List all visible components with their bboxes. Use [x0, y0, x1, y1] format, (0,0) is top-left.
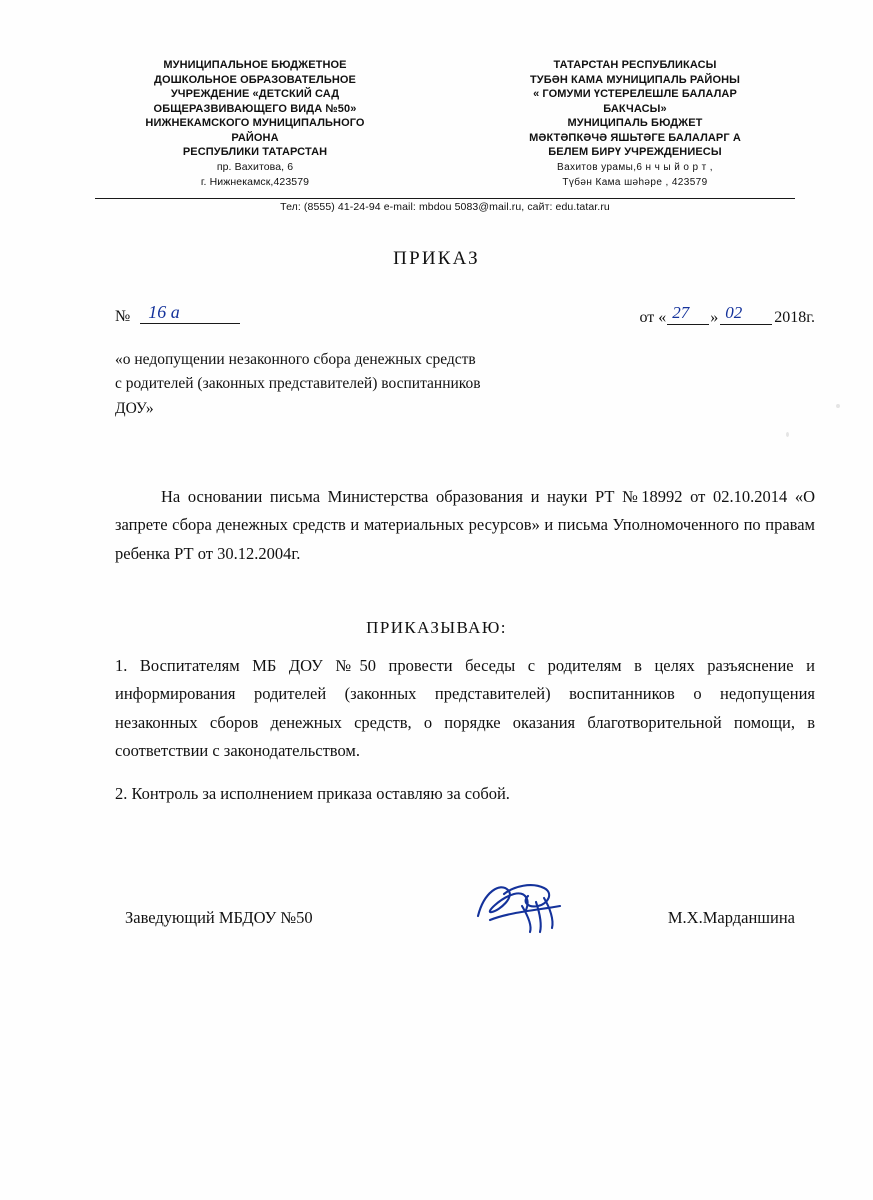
letterhead-tatar-line: МӘКТӘПКӘЧӘ ЯШЬТӘГЕ БАЛАЛАРГ А: [529, 131, 741, 144]
subject-line: «о недопущении незаконного сбора денежных средств: [115, 351, 476, 368]
scan-artifact: [836, 404, 840, 408]
letterhead-russian-line: ОБЩЕРАЗВИВАЮЩЕГО ВИДА №50»: [153, 102, 357, 115]
date-day-value: 27: [672, 303, 690, 322]
date-year-value: 2018г.: [774, 309, 815, 326]
order-number-value: 16 а: [148, 302, 180, 322]
subject-line: с родителей (законных представителей) воспитанников: [115, 375, 481, 393]
letterhead-russian-address-street: пр. Вахитова, 6: [216, 160, 294, 173]
letterhead-divider: [95, 198, 795, 199]
order-heading: ПРИКАЗЫВАЮ:: [366, 618, 507, 637]
letterhead-tatar-line: БАКЧАСЫ»: [603, 102, 667, 115]
date-prefix: от «: [639, 309, 667, 326]
letterhead-tatar: [475, 58, 795, 190]
paragraph-basis: [115, 483, 815, 568]
order-item-1: 1. Воспитателям МБ ДОУ №50 провести беседы с родителям в целях разъяснение и информирования родителей (законных представителей) воспитанников о недопущения незаконных сборов денежных средств, о порядке оказания благотворительной помощи, в соответствии с законодательством.: [115, 656, 815, 761]
paragraph-basis-text: На основании письма Министерства образования и науки РТ №18992 от 02.10.2014 «О запрете сбора денежных средств и материальных ресурсов» и письма Уполномоченного по правам ребенка РТ от 30.12.2004г.: [115, 487, 815, 563]
letterhead-russian-line: РАЙОНА: [231, 131, 279, 144]
order-number-label: №: [115, 308, 131, 325]
letterhead-tatar-line: МУНИЦИПАЛЬ БЮДЖЕТ: [567, 117, 703, 130]
letterhead-tatar-address-city: Түбән Кама шәһәре , 423579: [562, 176, 708, 188]
letterhead-russian-address-city: г. Нижнекамск,423579: [200, 175, 310, 188]
subject-block: [115, 348, 715, 421]
letterhead-tatar-line: « ГОМУМИ ҮСТЕРЕЛЕШЛЕ БАЛАЛАР: [533, 88, 737, 101]
letterhead-russian-line: МУНИЦИПАЛЬНОЕ БЮДЖЕТНОЕ: [163, 59, 347, 71]
order-item-2: 2. Контроль за исполнением приказа оставляю за собой.: [115, 784, 510, 803]
letterhead-tatar-line: ТУБӘН КАМА МУНИЦИПАЛЬ РАЙОНЫ: [529, 73, 741, 86]
letterhead-russian-line: УЧРЕЖДЕНИЕ «ДЕТСКИЙ САД: [170, 88, 340, 101]
date-quote-close: »: [710, 309, 719, 326]
order-number-blank: [140, 302, 240, 324]
date-month-value: 02: [725, 303, 743, 322]
order-number-field: [115, 302, 240, 326]
letterhead-russian: [95, 58, 415, 190]
date-month-blank: [720, 303, 772, 325]
handwritten-signature-icon: [470, 876, 590, 936]
date-day-blank: [667, 303, 709, 325]
letterhead-tatar-address-street: Вахитов урамы,6 н ч ы й о р т ,: [557, 161, 713, 173]
letterhead-contact: Тел: (8555) 41-24-94 e-mail: mbdou 5083@mail.ru, сайт: edu.tatar.ru: [280, 201, 610, 213]
subject-line: ДОУ»: [115, 399, 154, 417]
letterhead-tatar-line: ТАТАРСТАН РЕСПУБЛИКАСЫ: [553, 59, 717, 71]
letterhead-russian-line: ДОШКОЛЬНОЕ ОБРАЗОВАТЕЛЬНОЕ: [154, 73, 356, 86]
order-date-field: [639, 303, 815, 327]
signer-role: Заведующий МБДОУ №50: [125, 908, 313, 927]
scan-artifact: [786, 432, 789, 437]
letterhead-russian-line: РЕСПУБЛИКИ ТАТАРСТАН: [182, 146, 328, 159]
letterhead-russian-line: НИЖНЕКАМСКОГО МУНИЦИПАЛЬНОГО: [145, 117, 365, 130]
signer-name: М.Х.Марданшина: [667, 908, 795, 927]
letterhead-tatar-line: БЕЛЕМ БИРҮ УЧРЕЖДЕНИЕСЫ: [548, 146, 722, 159]
letterhead: [95, 58, 795, 190]
page-title: ПРИКАЗ: [393, 248, 480, 269]
